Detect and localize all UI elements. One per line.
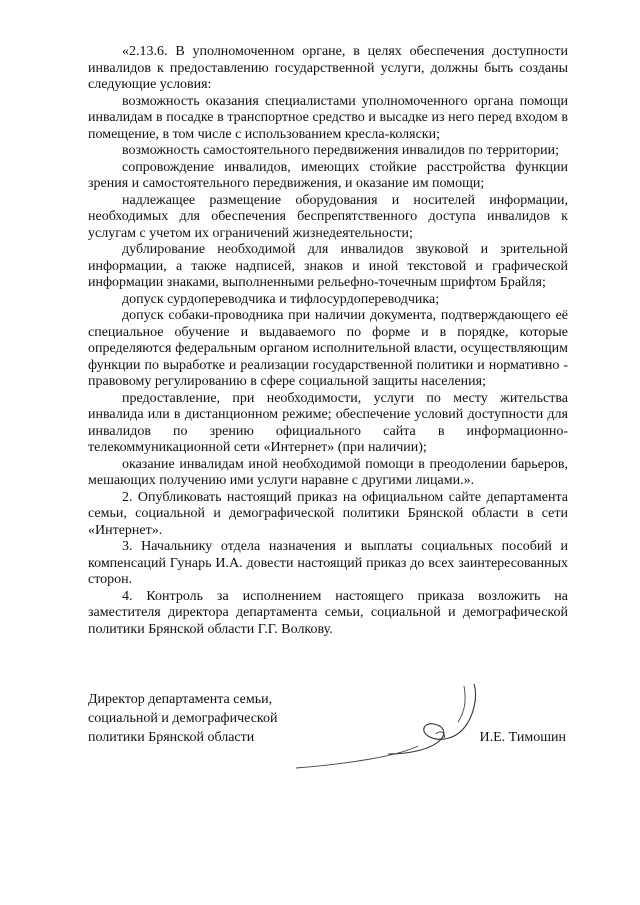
paragraph-item-3-inform: 3. Начальнику отдела назначения и выплаты социальных пособий и компенсаций Гунарь И.А. довести настоящий приказ до всех заинтересованных сторон. xyxy=(88,539,568,587)
paragraph-condition-interpreter: допуск сурдопереводчика и тифлосурдопереводчика; xyxy=(122,291,440,307)
paragraph-item-4-control: 4. Контроль за исполнением настоящего приказа возложить на заместителя директора департамента семьи, социальной и демографической политики Брянской области Г.Г. Волкову. xyxy=(88,588,568,637)
paragraph-condition-braille: дублирование необходимой для инвалидов звуковой и зрительной информации, а также надписей, знаков и иной текстовой и графической информации знаками, выполненными рельефно-точечным шрифтом Брайля; xyxy=(88,242,568,290)
signatory-position xyxy=(88,690,278,747)
signature-block xyxy=(88,690,568,780)
signatory-position-line: Директор департамента семьи, xyxy=(88,692,273,707)
paragraph-clause-2-13-6: «2.13.6. В уполномоченном органе, в целях обеспечения доступности инвалидов к предоставлению государственной услуги, должны быть созданы следующие условия: xyxy=(88,44,568,92)
paragraph-condition-escort: сопровождение инвалидов, имеющих стойкие расстройства функции зрения и самостоятельного передвижения, и оказание им помощи; xyxy=(88,159,568,191)
document-body xyxy=(88,44,568,638)
paragraph-condition-movement: возможность самостоятельного передвижения инвалидов по территории; xyxy=(122,143,559,158)
paragraph-condition-guide-dog: допуск собаки-проводника при наличии документа, подтверждающего её специальное обучение и выдаваемого по форме и в порядке, которые определяются федеральным органом исполнительной власти, осуществляющим функции по выработке и реализации государственной политики и нормативно - правовому регулированию в сфере социальной защиты населения; xyxy=(88,308,568,389)
paragraph-condition-remote-service: предоставление, при необходимости, услуги по месту жительства инвалида или в дистанционном режиме; обеспечение условий доступности для инвалидов по зрению официального сайта в информационно-телекоммуникационной сети «Интернет» (при наличии); xyxy=(88,390,568,455)
signatory-position-line: социальной и демографической xyxy=(88,711,278,726)
signatory-name: И.Е. Тимошин xyxy=(479,730,566,745)
handwritten-signature-icon xyxy=(288,676,498,772)
paragraph-condition-equipment: надлежащее размещение оборудования и носителей информации, необходимых для обеспечения беспрепятственного доступа инвалидов к услугам с учетом их ограничений жизнедеятельности; xyxy=(88,192,568,241)
paragraph-item-2-publish: 2. Опубликовать настоящий приказ на официальном сайте департамента семьи, социальной и демографической политики Брянской области в сети «Интернет». xyxy=(88,489,568,538)
paragraph-condition-boarding: возможность оказания специалистами уполномоченного органа помощи инвалидам в посадке в транспортное средство и высадке из него перед входом в помещение, в том числе с использованием кресла-коляски; xyxy=(88,93,568,142)
paragraph-condition-other-help: оказание инвалидам иной необходимой помощи в преодолении барьеров, мешающих получению ими услуги наравне с другими лицами.». xyxy=(88,456,568,488)
signatory-position-line: политики Брянской области xyxy=(88,730,255,745)
